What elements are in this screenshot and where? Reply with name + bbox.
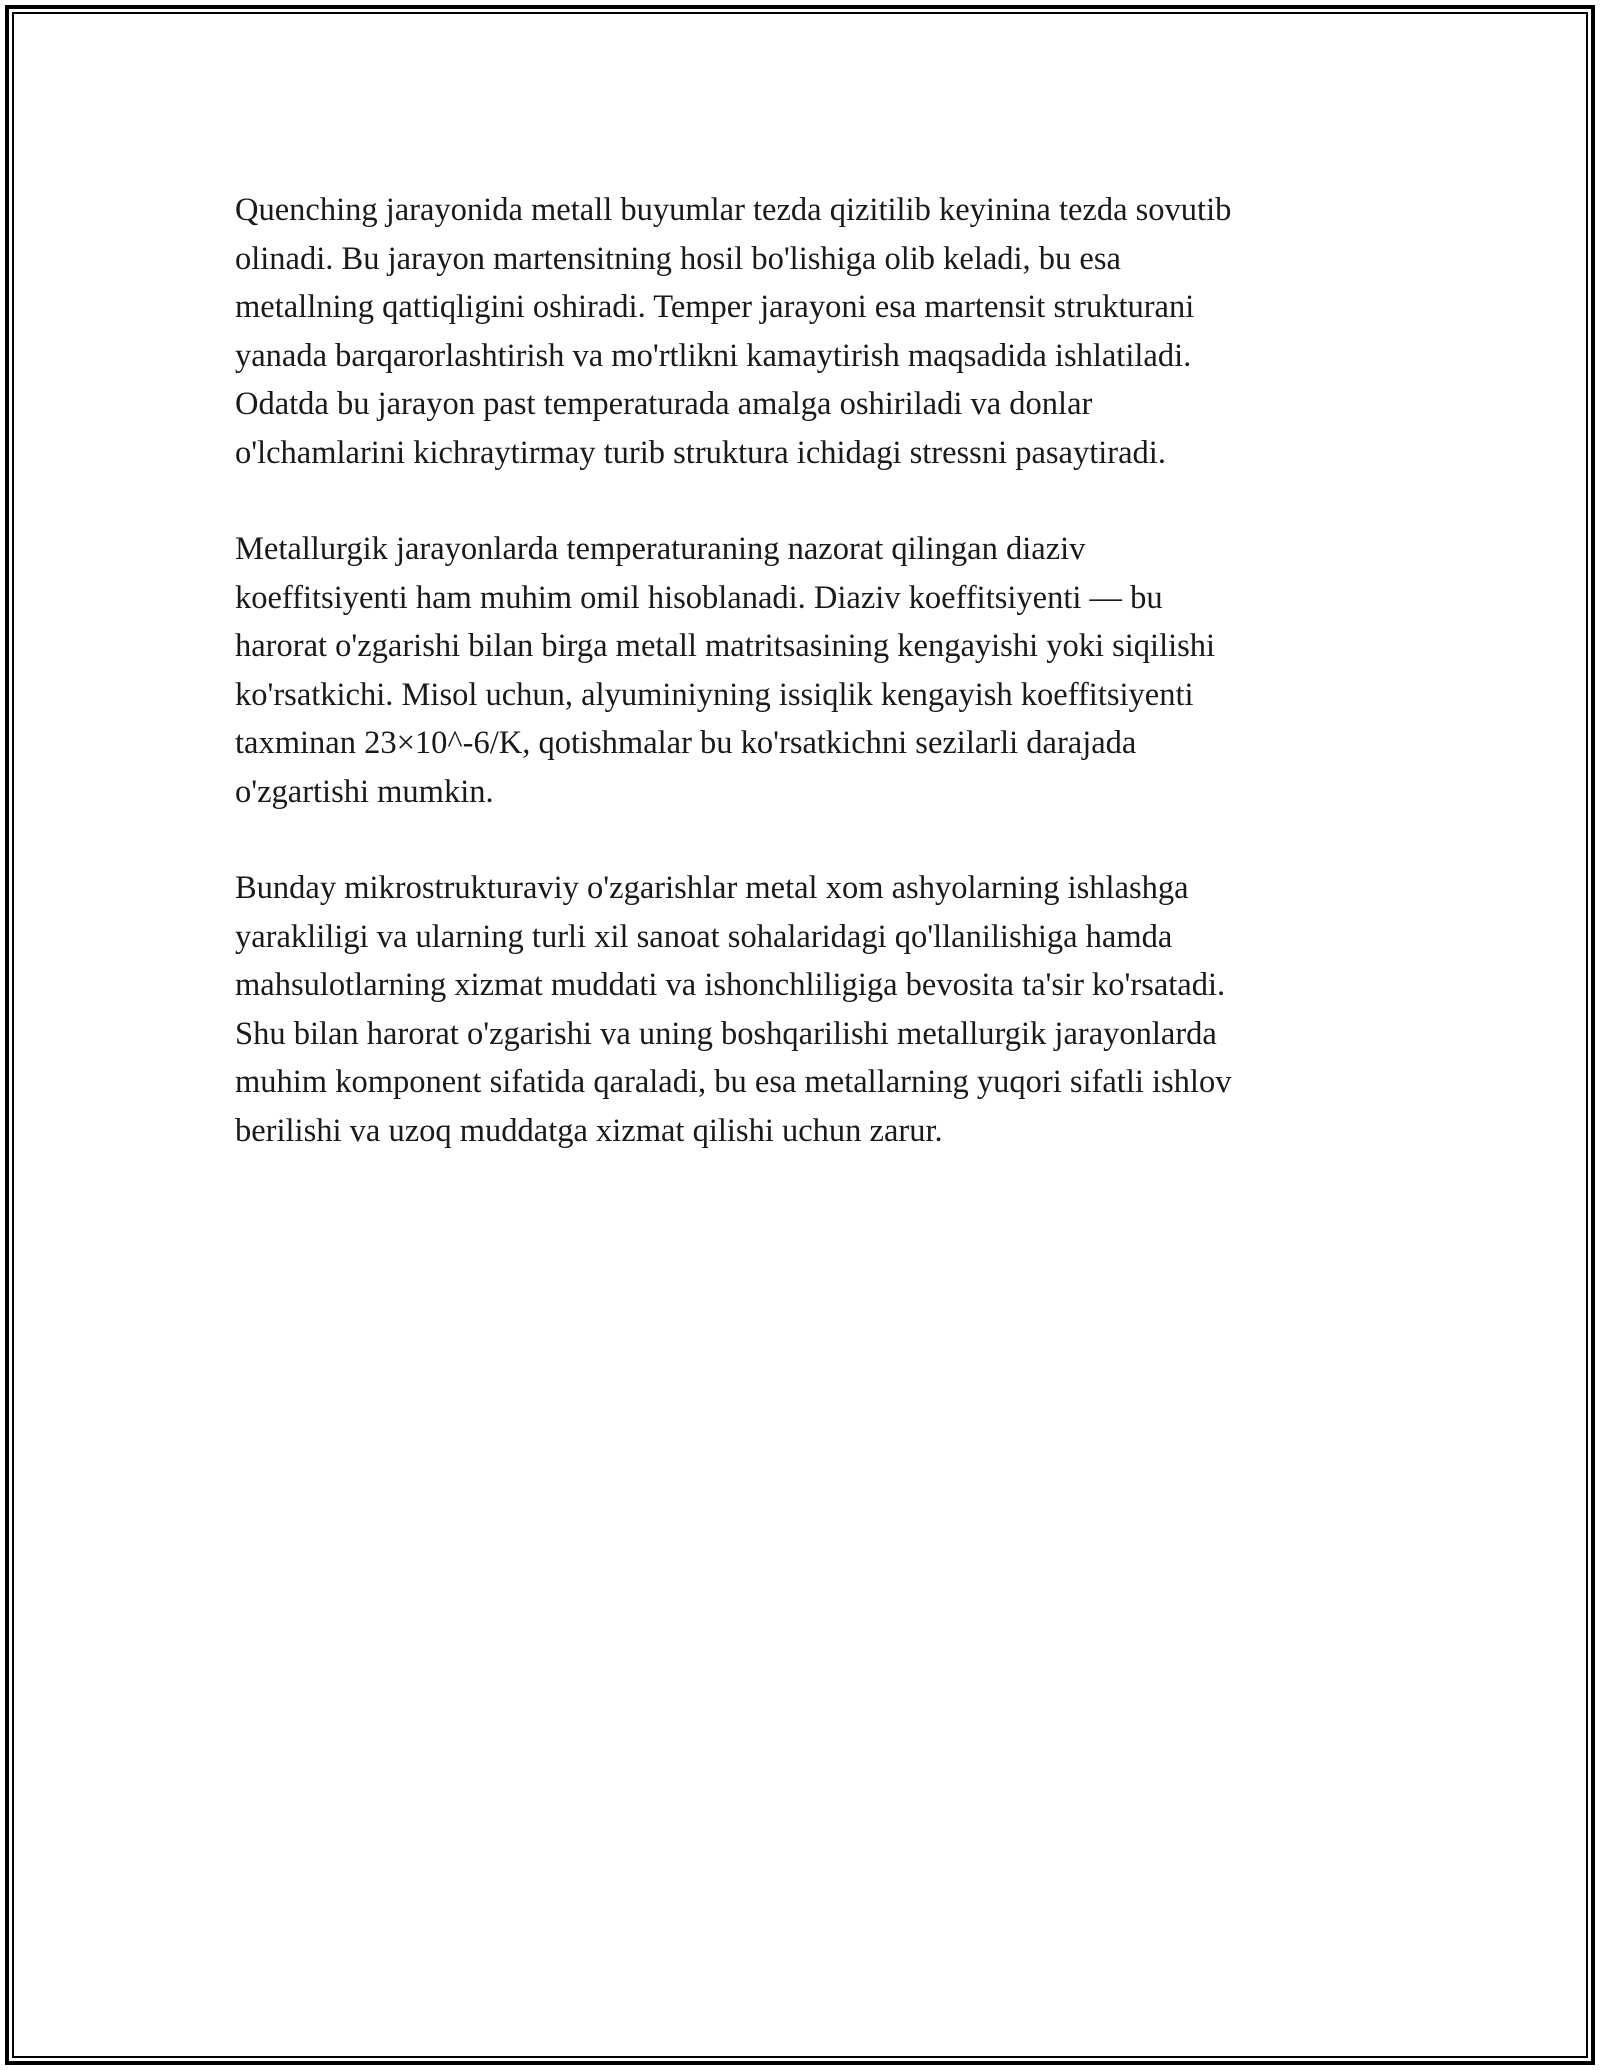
paragraph-microstructure: Bunday mikrostrukturaviy o'zgarishlar metal xom ashyolarning ishlashga yarakliligi va ularning turli xil sanoat sohalaridagi qo'llanilishiga hamda mahsulotlarning xizmat muddati va ishonchliligiga bevosita ta'sir ko'rsatadi. Shu bilan harorat o'zgarishi va uning boshqarilishi metallurgik jarayonlarda muhim komponent sifatida qaraladi, bu esa metallarning yuqori sifatli ishlov berilishi va uzoq muddatga xizmat qilishi uchun zarur. <box>235 870 1232 1149</box>
paragraph-thermal-coefficient: Metallurgik jarayonlarda temperaturaning nazorat qilingan diaziv koeffitsiyenti ham muhim omil hisoblanadi. Diaziv koeffitsiyenti — bu harorat o'zgarishi bilan birga metall matritsasining kengayishi yoki siqilishi ko'rsatkichi. Misol uchun, alyuminiyning issiqlik kengayish koeffitsiyenti taxminan 23×10^-6/K, qotishmalar bu ko'rsatkichni sezilarli darajada o'zgartishi mumkin. <box>235 531 1216 810</box>
document-body <box>235 186 1375 1203</box>
paragraph-quenching: Quenching jarayonida metall buyumlar tezda qizitilib keyinina tezda sovutib olinadi. Bu jarayon martensitning hosil bo'lishiga olib keladi, bu esa metallning qattiqligini oshiradi. Temper jarayoni esa martensit strukturani yanada barqarorlashtirish va mo'rtlikni kamaytirish maqsadida ishlatiladi. Odatda bu jarayon past temperaturada amalga oshiriladi va donlar o'lchamlarini kichraytirmay turib struktura ichidagi stressni pasaytiradi. <box>235 192 1232 471</box>
